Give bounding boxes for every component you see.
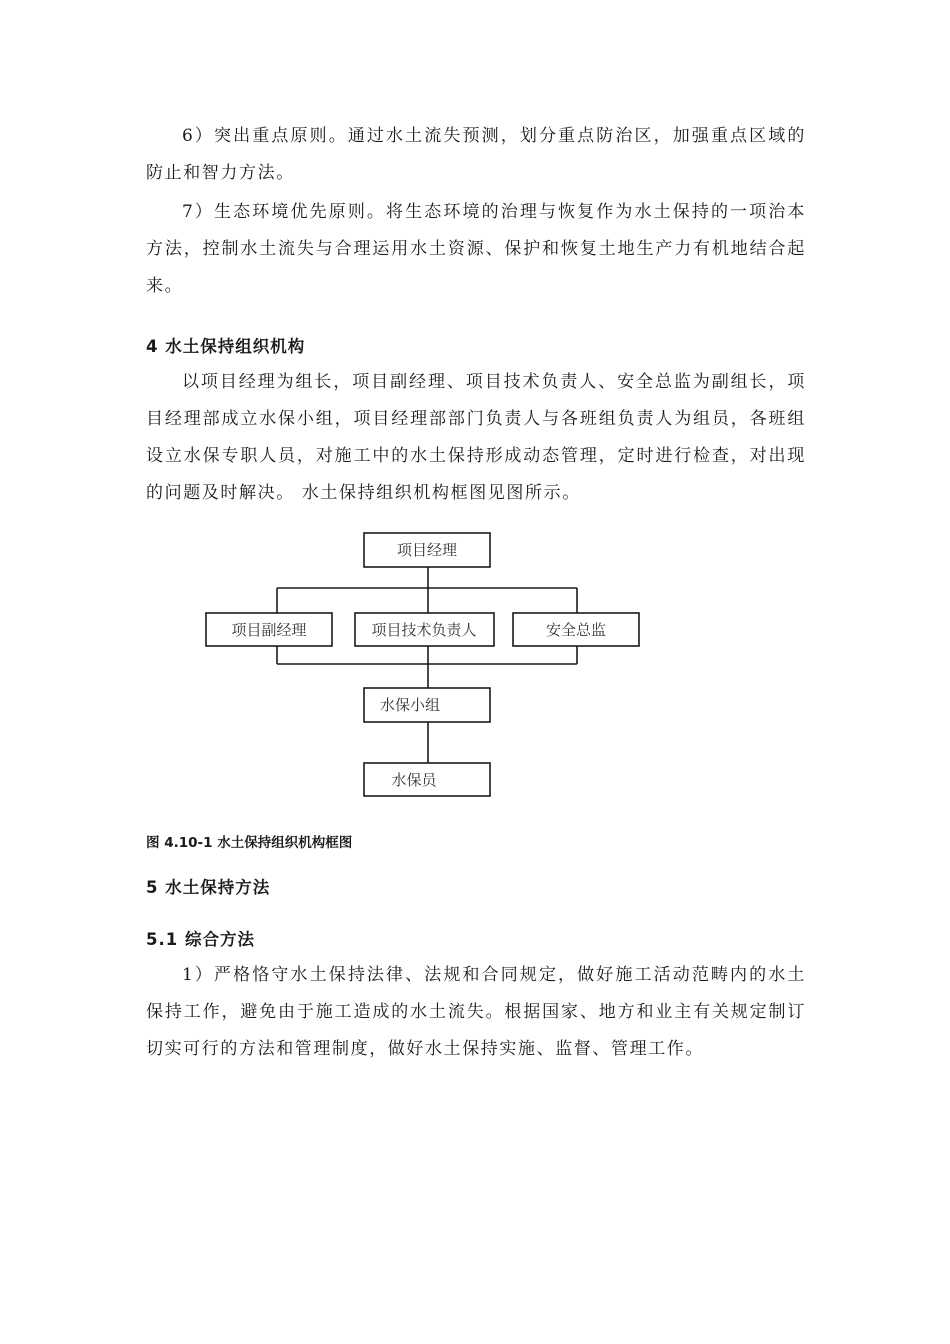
org-node-label: 安全总监 — [545, 621, 607, 639]
org-node-label: 项目副经理 — [231, 621, 307, 639]
heading-section-5: 5 水土保持方法 — [146, 878, 271, 897]
paragraph-principle-7: 7）生态环境优先原则。将生态环境的治理与恢复作为水土保持的一项治本方法，控制水土流失与合理运用水土资源、保护和恢复土地生产力有机地结合起来。 — [146, 202, 806, 296]
org-node-member — [364, 763, 490, 796]
org-node-project-manager — [364, 533, 490, 567]
heading-section-5-1: 5.1 综合方法 — [146, 930, 255, 949]
heading-section-4: 4 水土保持组织机构 — [146, 337, 306, 356]
org-node-team — [364, 688, 490, 722]
org-node-label: 水保小组 — [379, 696, 441, 714]
org-node-label: 水保员 — [391, 771, 437, 789]
figure-caption: 图 4.10-1 水土保持组织机构框图 — [146, 835, 353, 851]
org-node-label: 项目经理 — [396, 541, 458, 559]
paragraph-org-intro: 以项目经理为组长，项目副经理、项目技术负责人、安全总监为副组长，项目经理部成立水保小组，项目经理部部门负责人与各班组负责人为组员，各班组设立水保专职人员，对施工中的水土保持形成动态管理，定时进行检查，对出现的问题及时解决。 水土保持组织机构框图见图所示。 — [146, 372, 806, 503]
org-node-label: 项目技术负责人 — [371, 621, 477, 639]
org-node-safety-director — [513, 613, 639, 646]
org-node-tech-lead — [355, 613, 494, 646]
paragraph-principle-6: 6）突出重点原则。通过水土流失预测，划分重点防治区，加强重点区域的防止和智力方法。 — [146, 126, 806, 183]
org-node-deputy-manager — [206, 613, 332, 646]
paragraph-5-1-item-1: 1）严格恪守水土保持法律、法规和合同规定，做好施工活动范畴内的水土保持工作，避免由于施工造成的水土流失。根据国家、地方和业主有关规定制订切实可行的方法和管理制度，做好水土保持实施、监督、管理工作。 — [146, 965, 806, 1059]
